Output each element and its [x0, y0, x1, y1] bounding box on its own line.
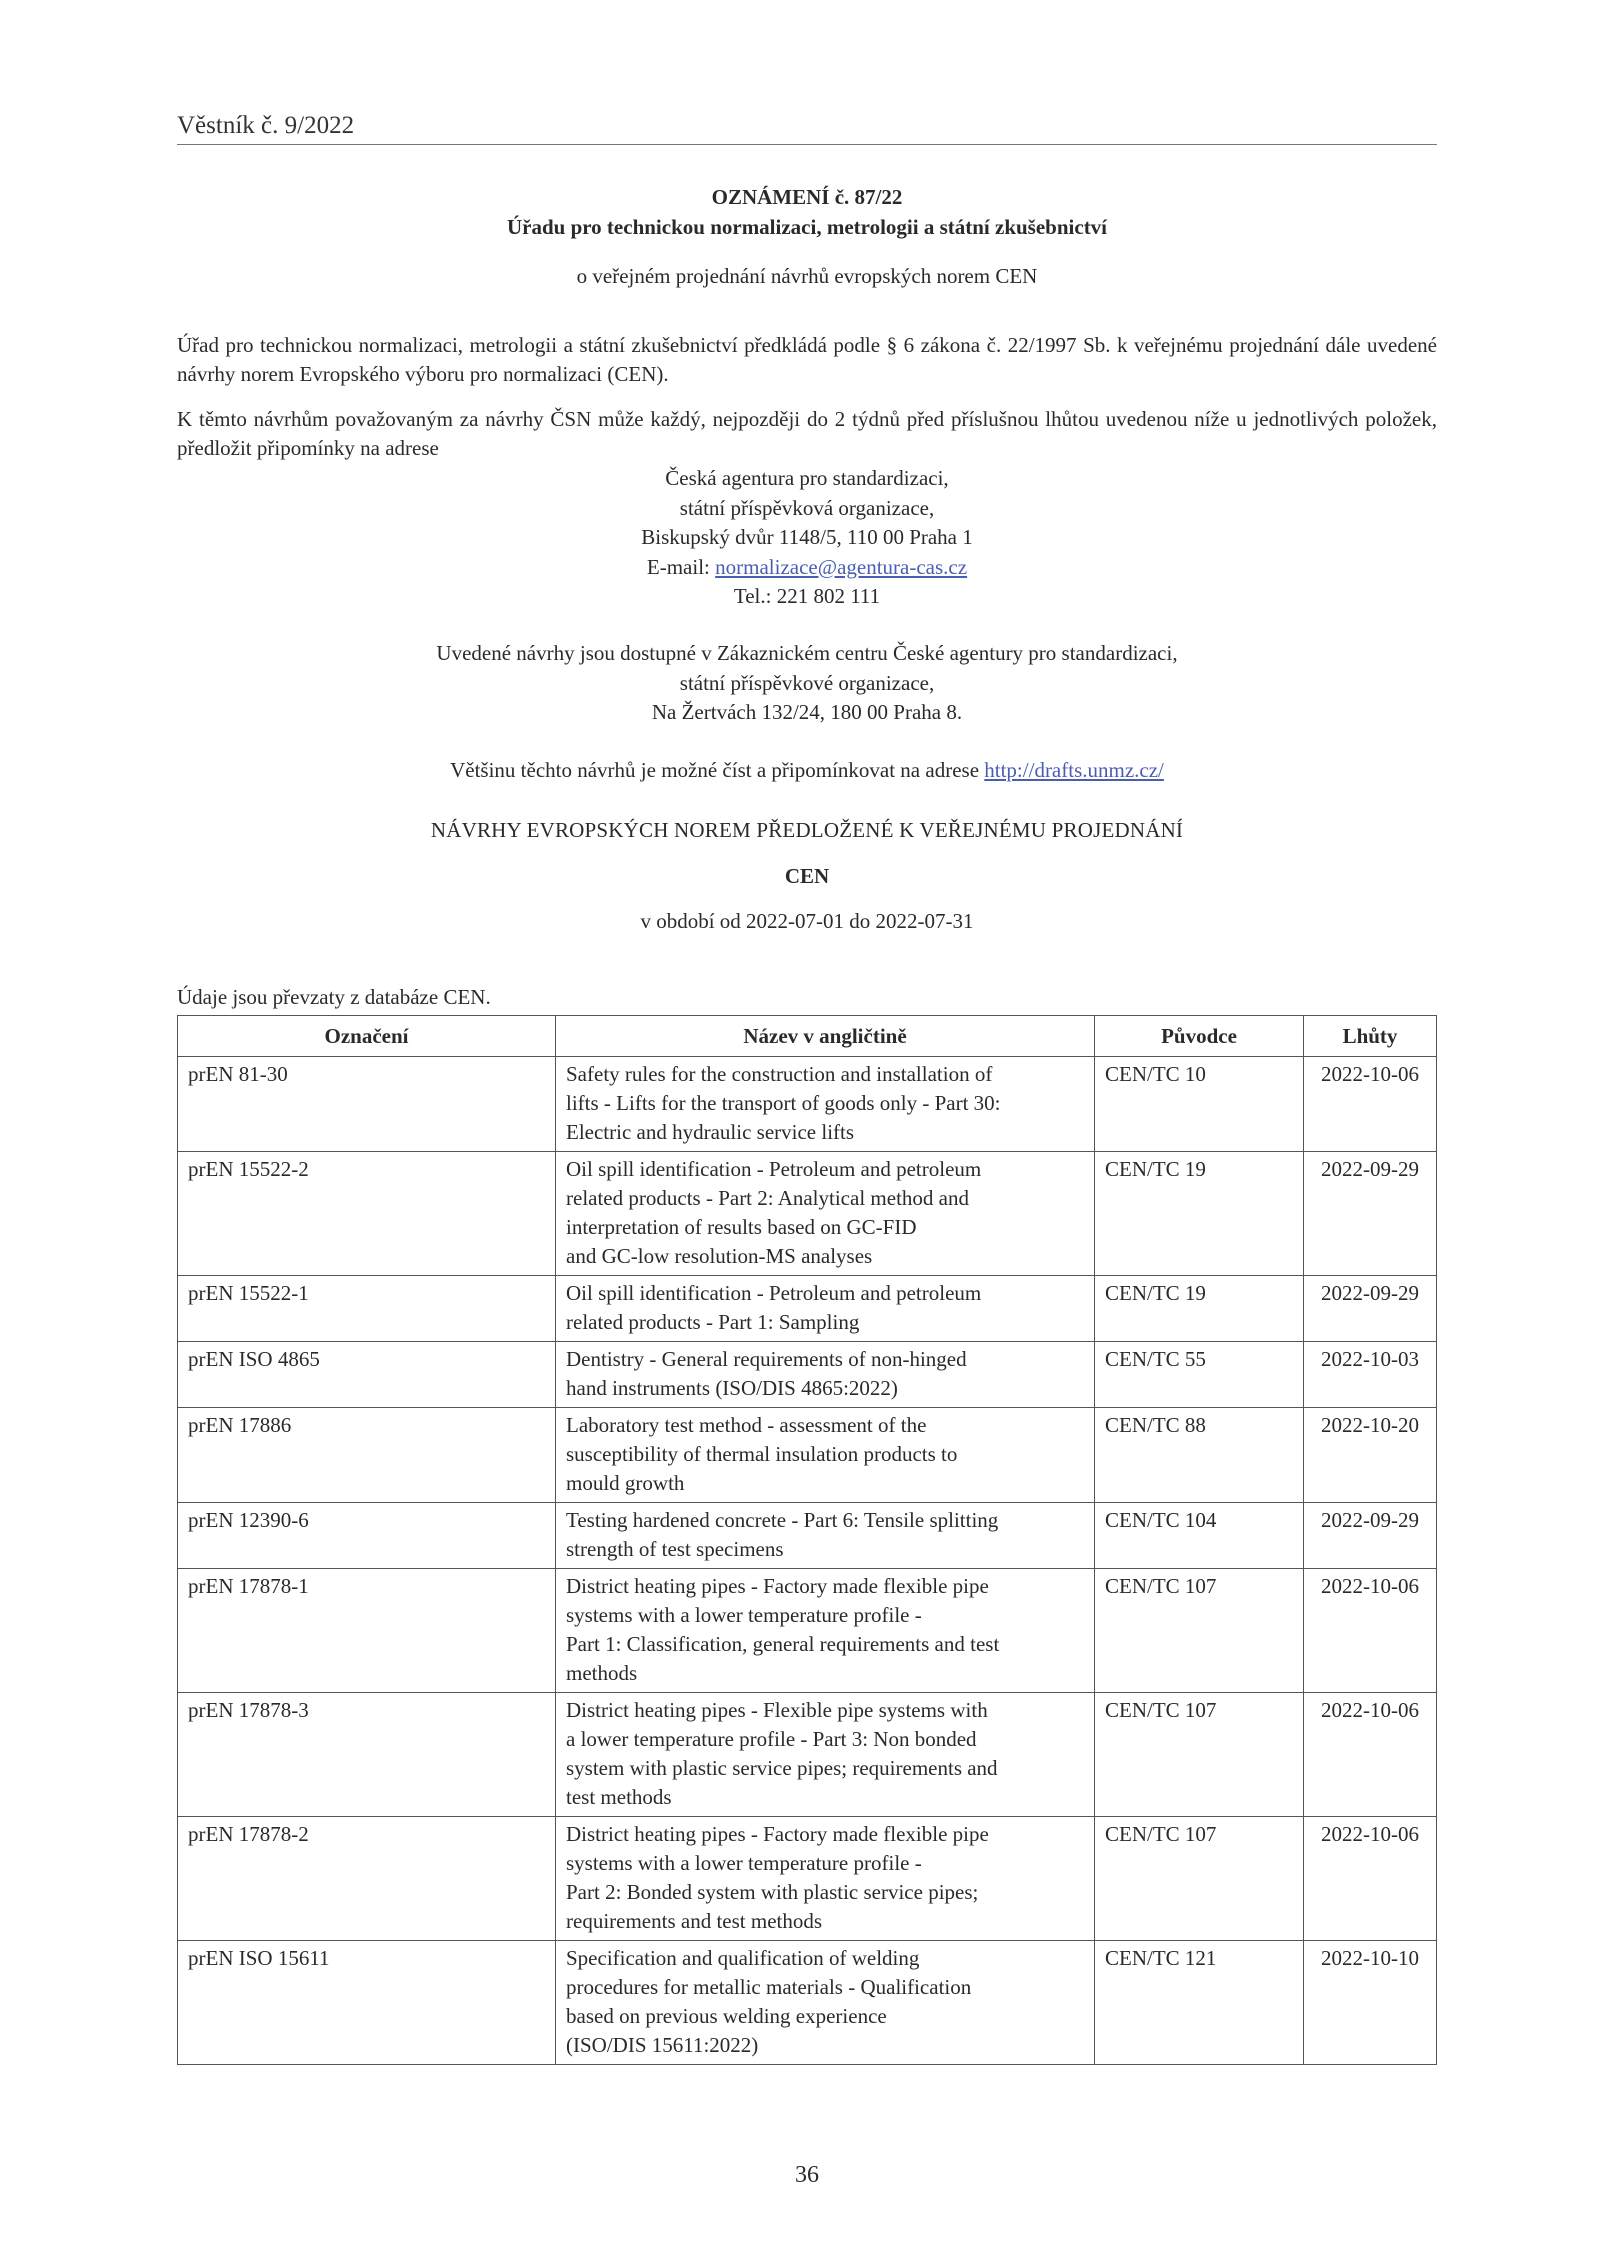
- standard-originator: CEN/TC 55: [1095, 1342, 1304, 1408]
- standard-title-line: related products - Part 1: Sampling: [566, 1310, 860, 1334]
- standard-title: [556, 1342, 1095, 1408]
- table-header-row: [178, 1016, 1437, 1057]
- availability-line-3: Na Žertvách 132/24, 180 00 Praha 8.: [651, 700, 963, 724]
- availability-block: [177, 639, 1437, 728]
- address-line-1: Česká agentura pro standardizaci,: [665, 466, 949, 490]
- column-header-name: Název v angličtině: [556, 1016, 1095, 1057]
- standard-title-line: (ISO/DIS 15611:2022): [566, 2033, 759, 2057]
- standard-originator: CEN/TC 121: [1095, 1941, 1304, 2065]
- standard-originator: CEN/TC 10: [1095, 1057, 1304, 1152]
- standard-code: prEN 17878-2: [178, 1817, 556, 1941]
- standard-code: prEN 17886: [178, 1408, 556, 1503]
- address-line-3: Biskupský dvůr 1148/5, 110 00 Praha 1: [641, 525, 973, 549]
- standard-title-line: Laboratory test method - assessment of the: [566, 1413, 927, 1437]
- standard-deadline: 2022-10-06: [1304, 1569, 1437, 1693]
- table-row: [178, 1693, 1437, 1817]
- standard-title: [556, 1057, 1095, 1152]
- standard-originator: CEN/TC 107: [1095, 1569, 1304, 1693]
- table-row: [178, 1152, 1437, 1276]
- comments-paragraph: K těmto návrhům považovaným za návrhy ČSN může každý, nejpozději do 2 týdnů před příslušnou lhůtou uvedenou níže u jednotlivých položek, předložit připomínky na adrese: [177, 407, 1437, 460]
- organization-label: CEN: [784, 864, 830, 888]
- standard-title-line: Oil spill identification - Petroleum and petroleum: [566, 1157, 982, 1181]
- table-row: [178, 1408, 1437, 1503]
- standard-title-line: systems with a lower temperature profile -: [566, 1851, 922, 1875]
- standard-deadline: 2022-09-29: [1304, 1276, 1437, 1342]
- drafts-note: [177, 756, 1437, 786]
- drafts-link[interactable]: http://drafts.unmz.cz/: [984, 758, 1164, 782]
- announcement-authority: Úřadu pro technickou normalizaci, metrologii a státní zkušebnictví: [506, 215, 1108, 239]
- standard-title: [556, 1817, 1095, 1941]
- standard-title-line: requirements and test methods: [566, 1909, 823, 1933]
- standard-title-line: lifts - Lifts for the transport of goods only - Part 30:: [566, 1091, 1001, 1115]
- standard-title: [556, 1276, 1095, 1342]
- standard-title-line: related products - Part 2: Analytical method and: [566, 1186, 969, 1210]
- address-tel: Tel.: 221 802 111: [733, 584, 881, 608]
- standard-deadline: 2022-10-06: [1304, 1057, 1437, 1152]
- submission-address: [177, 464, 1437, 612]
- address-line-2: státní příspěvková organizace,: [679, 495, 935, 520]
- standard-title-line: hand instruments (ISO/DIS 4865:2022): [566, 1376, 898, 1400]
- email-link[interactable]: normalizace@agentura-cas.cz: [715, 554, 968, 579]
- standard-title: [556, 1569, 1095, 1693]
- drafts-note-text: Většinu těchto návrhů je možné číst a připomínkovat na adrese: [450, 758, 985, 782]
- standard-code: prEN 12390-6: [178, 1503, 556, 1569]
- intro-paragraph: Úřad pro technickou normalizaci, metrologii a státní zkušebnictví předkládá podle § 6 zákona č. 22/1997 Sb. k veřejnému projednání dále uvedené návrhy norem Evropského výboru pro normalizaci (CEN).: [177, 333, 1437, 386]
- table-row: [178, 1569, 1437, 1693]
- standard-originator: CEN/TC 107: [1095, 1817, 1304, 1941]
- standard-title-line: strength of test specimens: [566, 1537, 784, 1561]
- period-text: v období od 2022-07-01 do 2022-07-31: [640, 909, 974, 933]
- standard-title-line: susceptibility of thermal insulation products to: [566, 1442, 958, 1466]
- table-row: [178, 1503, 1437, 1569]
- page-number: 36: [795, 2162, 819, 2188]
- standard-originator: CEN/TC 88: [1095, 1408, 1304, 1503]
- standard-title: [556, 1941, 1095, 2065]
- standard-title: [556, 1408, 1095, 1503]
- standard-code: prEN 15522-1: [178, 1276, 556, 1342]
- standard-originator: CEN/TC 19: [1095, 1152, 1304, 1276]
- standard-title-line: and GC-low resolution-MS analyses: [566, 1244, 873, 1268]
- table-row: [178, 1817, 1437, 1941]
- standard-title-line: Specification and qualification of welding: [566, 1946, 920, 1970]
- standard-originator: CEN/TC 107: [1095, 1693, 1304, 1817]
- section-heading: NÁVRHY EVROPSKÝCH NOREM PŘEDLOŽENÉ K VEŘEJNÉMU PROJEDNÁNÍ: [430, 818, 1184, 842]
- standard-title: [556, 1152, 1095, 1276]
- standard-title-line: interpretation of results based on GC-FID: [566, 1215, 917, 1239]
- standard-title-line: systems with a lower temperature profile -: [566, 1603, 922, 1627]
- standard-title-line: District heating pipes - Flexible pipe systems with: [566, 1698, 988, 1722]
- standard-originator: CEN/TC 19: [1095, 1276, 1304, 1342]
- email-label: E-mail:: [646, 554, 716, 579]
- journal-header: Věstník č. 9/2022: [177, 112, 1437, 145]
- standard-title-line: methods: [566, 1661, 638, 1685]
- standard-title-line: test methods: [566, 1785, 672, 1809]
- standard-deadline: 2022-10-06: [1304, 1817, 1437, 1941]
- source-note: Údaje jsou převzaty z databáze CEN.: [177, 985, 491, 1009]
- standard-title: [556, 1503, 1095, 1569]
- standard-title-line: Part 2: Bonded system with plastic service pipes;: [566, 1880, 979, 1904]
- table-body: [178, 1057, 1437, 2065]
- standard-code: prEN 81-30: [178, 1057, 556, 1152]
- standard-title-line: Dentistry - General requirements of non-hinged: [566, 1347, 967, 1371]
- table-row: [178, 1941, 1437, 2065]
- column-header-code: Označení: [178, 1016, 556, 1057]
- standard-code: prEN ISO 4865: [178, 1342, 556, 1408]
- standard-title-line: Safety rules for the construction and installation of: [566, 1062, 993, 1086]
- availability-line-2: státní příspěvkové organizace,: [679, 670, 935, 695]
- standard-deadline: 2022-10-10: [1304, 1941, 1437, 2065]
- standard-deadline: 2022-10-06: [1304, 1693, 1437, 1817]
- table-row: [178, 1276, 1437, 1342]
- standard-title-line: system with plastic service pipes; requirements and: [566, 1756, 998, 1780]
- standards-table: [177, 1015, 1437, 2065]
- standard-title-line: based on previous welding experience: [566, 2004, 887, 2028]
- standard-code: prEN 17878-3: [178, 1693, 556, 1817]
- availability-line-1: Uvedené návrhy jsou dostupné v Zákaznickém centru České agentury pro standardizaci,: [436, 641, 1178, 665]
- announcement-title-block: [177, 182, 1437, 289]
- standard-title-line: a lower temperature profile - Part 3: Non bonded: [566, 1727, 977, 1751]
- standard-deadline: 2022-10-03: [1304, 1342, 1437, 1408]
- standard-originator: CEN/TC 104: [1095, 1503, 1304, 1569]
- address-email-line: [177, 553, 1437, 583]
- standard-title-line: mould growth: [566, 1471, 685, 1495]
- standard-title-line: procedures for metallic materials - Qualification: [566, 1975, 972, 1999]
- standard-title-line: District heating pipes - Factory made flexible pipe: [566, 1574, 989, 1598]
- standard-deadline: 2022-09-29: [1304, 1503, 1437, 1569]
- table-row: [178, 1057, 1437, 1152]
- standard-title-line: District heating pipes - Factory made flexible pipe: [566, 1822, 989, 1846]
- standard-title-line: Testing hardened concrete - Part 6: Tensile splitting: [566, 1508, 999, 1532]
- standard-code: prEN 15522-2: [178, 1152, 556, 1276]
- standard-code: prEN ISO 15611: [178, 1941, 556, 2065]
- standard-deadline: 2022-10-20: [1304, 1408, 1437, 1503]
- column-header-deadline: Lhůty: [1304, 1016, 1437, 1057]
- standard-code: prEN 17878-1: [178, 1569, 556, 1693]
- announcement-title: OZNÁMENÍ č. 87/22: [711, 185, 903, 209]
- column-header-origin: Původce: [1095, 1016, 1304, 1057]
- announcement-subject: o veřejném projednání návrhů evropských norem CEN: [576, 264, 1038, 288]
- standard-title-line: Oil spill identification - Petroleum and petroleum: [566, 1281, 982, 1305]
- standard-deadline: 2022-09-29: [1304, 1152, 1437, 1276]
- standard-title: [556, 1693, 1095, 1817]
- standard-title-line: Part 1: Classification, general requirements and test: [566, 1632, 1000, 1656]
- standard-title-line: Electric and hydraulic service lifts: [566, 1120, 855, 1144]
- table-row: [178, 1342, 1437, 1408]
